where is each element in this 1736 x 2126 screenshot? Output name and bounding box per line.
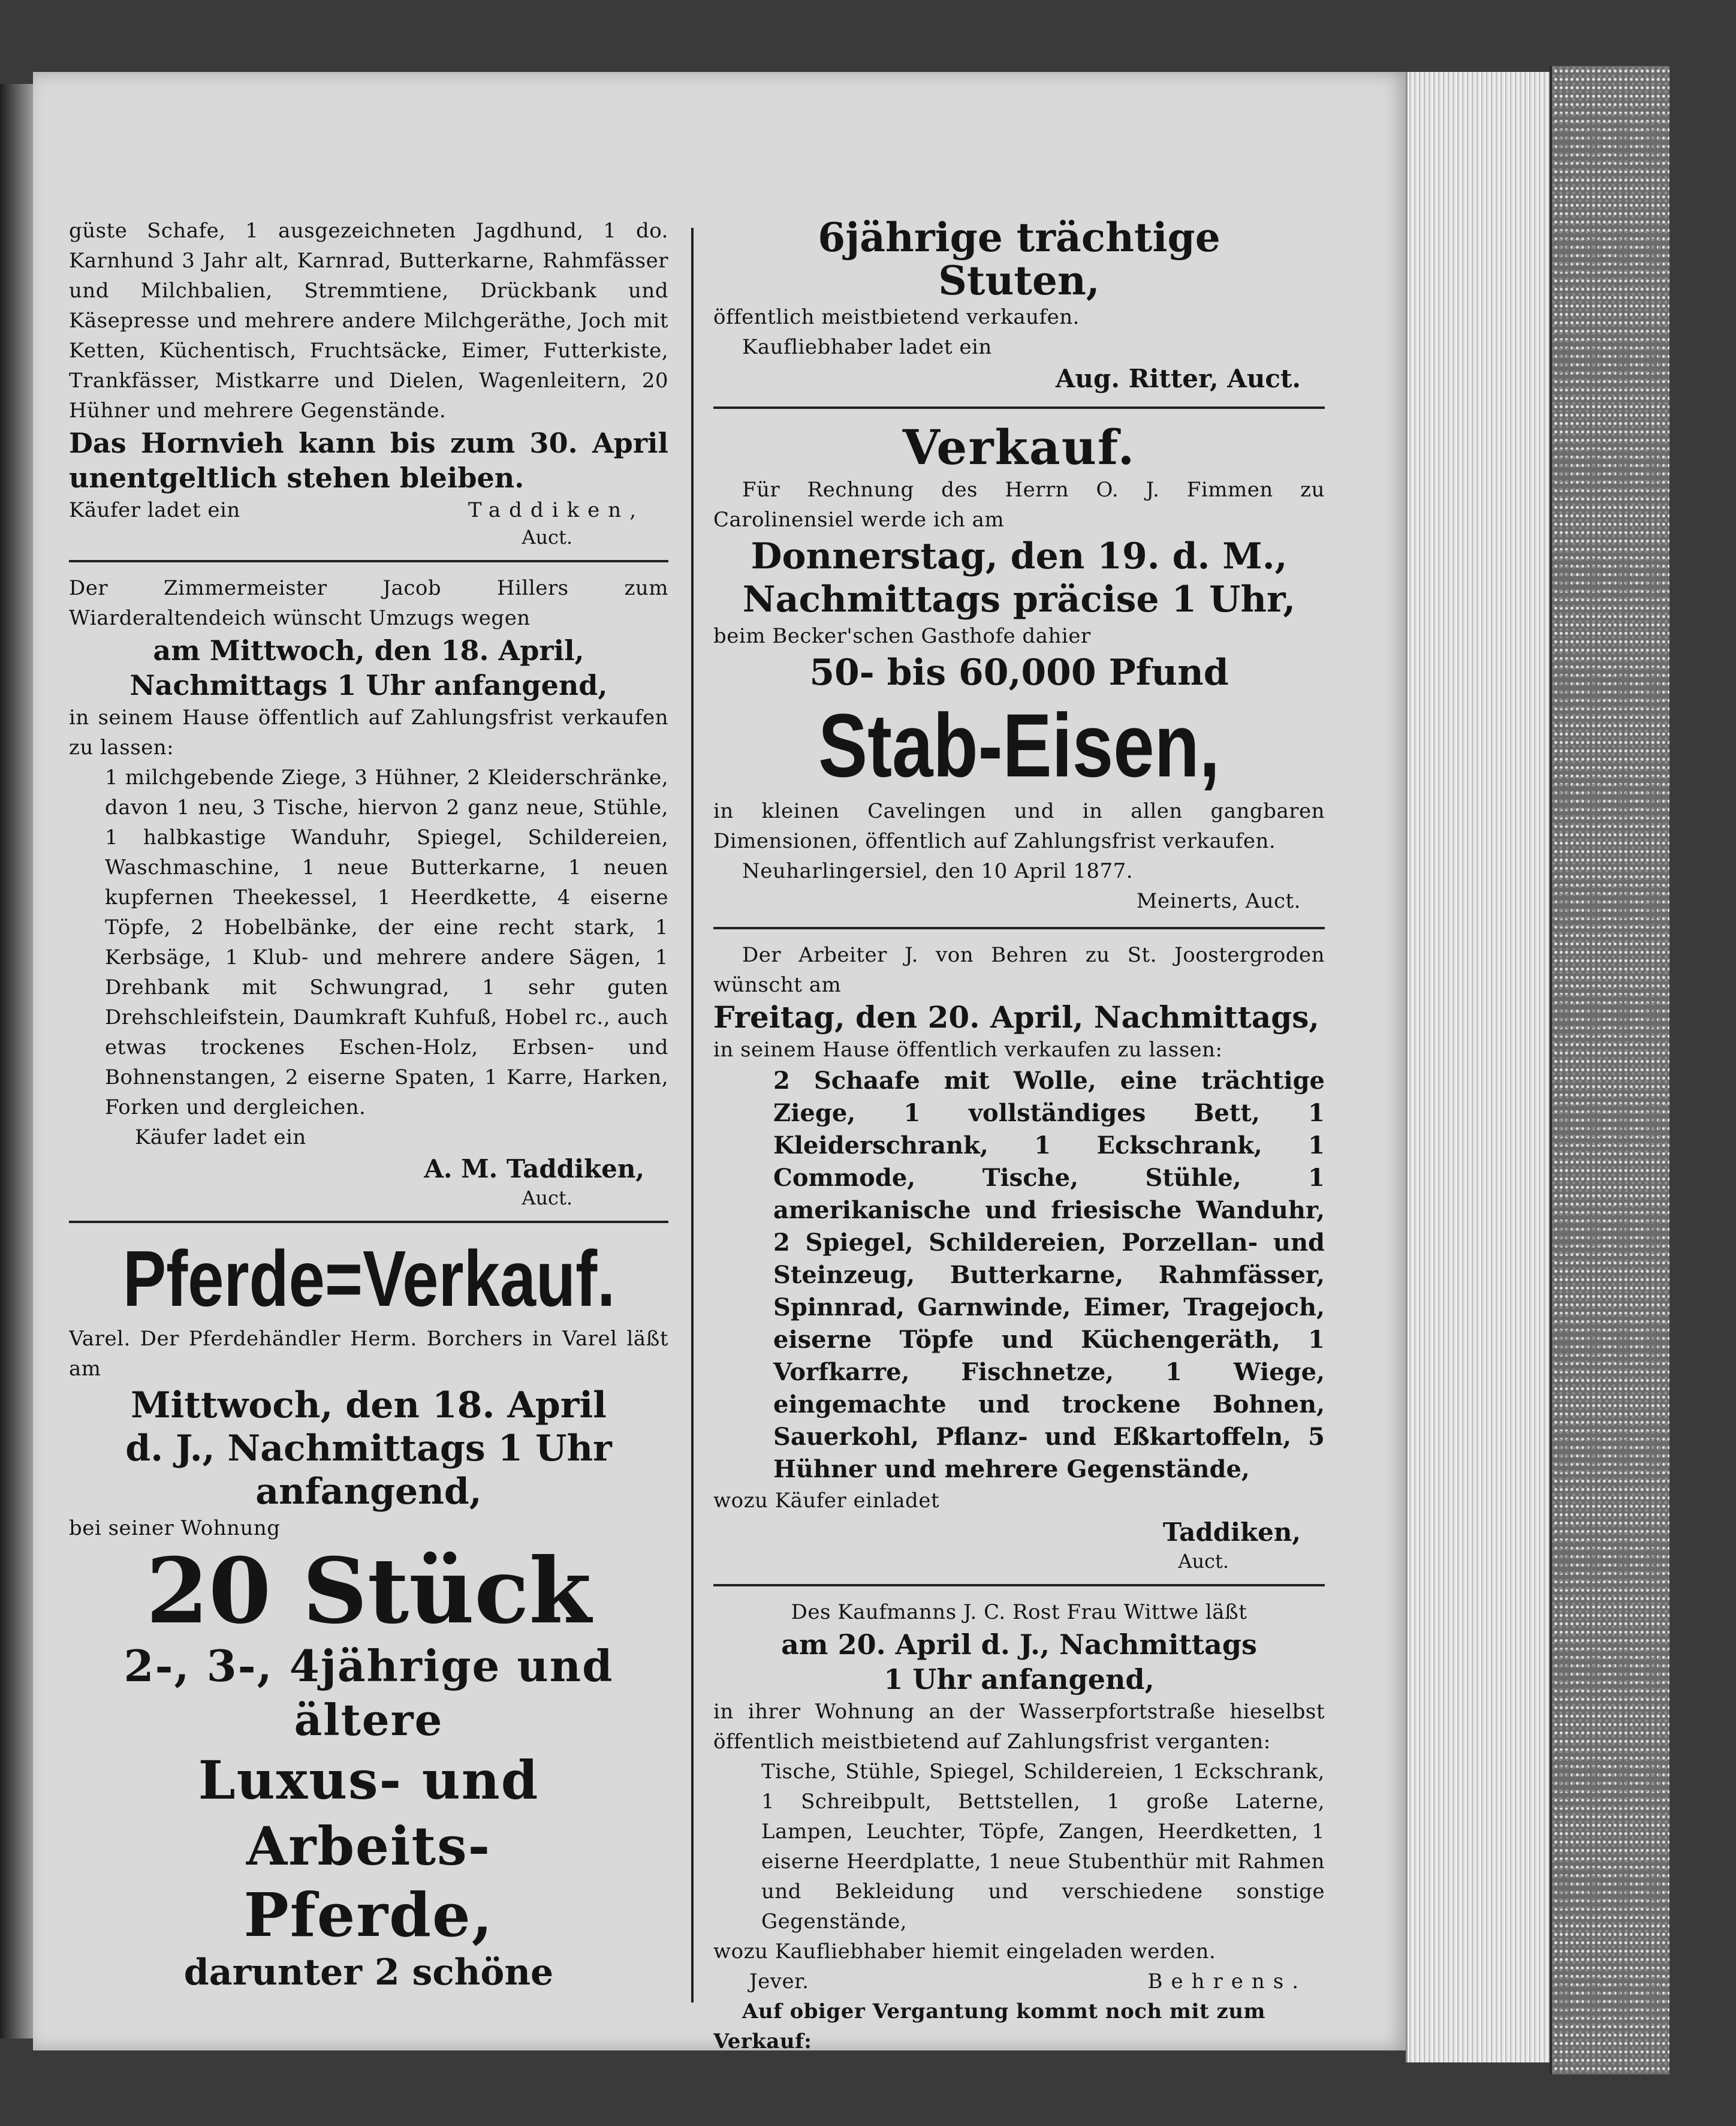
signature: Taddiken, <box>468 498 644 522</box>
book-left-edge <box>0 84 33 2038</box>
auct-label: Auct. <box>522 526 572 549</box>
ad-von-behren <box>713 940 1325 1573</box>
divider <box>713 406 1325 409</box>
signature: Taddiken, <box>1162 1517 1301 1547</box>
ad-intro: Der Arbeiter J. von Behren zu St. Joostergroden wünscht am <box>713 943 1325 997</box>
ad-count: 20 Stück <box>146 1538 592 1644</box>
ad-date-3: anfangend, <box>255 1471 482 1513</box>
ad-time: Nachmittags präcise 1 Uhr, <box>742 579 1296 621</box>
signature: Behrens. <box>1147 1970 1307 1993</box>
column-rule <box>691 228 694 2002</box>
ad-ages: 2-, 3-, 4jährige und <box>123 1640 614 1691</box>
ad-date-2: d. J., Nachmittags 1 Uhr <box>125 1428 612 1469</box>
signature: Aug. Ritter, Auct. <box>1055 364 1301 393</box>
ad-date: Donnerstag, den 19. d. M., <box>751 535 1288 577</box>
ad-time: 1 Uhr anfangend, <box>884 1663 1155 1696</box>
ad-horses: Pferde, <box>243 1880 494 1950</box>
ad-body: güste Schafe, 1 ausgezeichneten Jagdhund, 1 do. Karnhund 3 Jahr alt, Karnrad, Butterkarne, Rahmfässer und Milchbalien, Stremmtiene, Drückbank und Käsepresse und mehrere andere Milchgeräthe, Joch mit Ketten, Küchentisch, Fruchtsäcke, Eimer, Futterkiste, Trankfässer, Mistkarre und Dielen, Wagenleitern, 20 Hühner und mehrere Gegenstände. <box>69 219 668 423</box>
ad-place: Jever. <box>749 1970 809 1993</box>
signature: A. M. Taddiken, <box>424 1154 644 1184</box>
book-page-edges <box>1406 72 1551 2062</box>
right-column <box>713 72 1325 2050</box>
ad-amount: 50- bis 60,000 Pfund <box>809 652 1229 694</box>
ad-body: öffentlich meistbietend verkaufen. <box>713 305 1080 329</box>
ad-more: Auf obiger Vergantung kommt noch mit zum <box>742 1999 1265 2023</box>
ad-title: Pferde=Verkauf. <box>123 1234 616 1323</box>
ad-body: in ihrer Wohnung an der Wasserpfortstraße hieselbst öffentlich meistbietend auf Zahlungsfrist verganten: <box>713 1700 1325 1754</box>
background <box>1669 60 1736 2126</box>
ad-rost <box>713 1597 1325 2050</box>
ad-buyers: wozu Käufer einladet <box>713 1489 940 1513</box>
ad-date: am Mittwoch, den 18. April, <box>153 634 584 667</box>
ad-older: ältere <box>294 1694 444 1745</box>
ad-date: Freitag, den 20. April, Nachmittags, <box>713 999 1319 1035</box>
ad-date: am 20. April d. J., Nachmittags <box>781 1628 1257 1661</box>
ad-intro: Für Rechnung des Herrn O. J. Fimmen zu Carolinensiel werde ich am <box>713 478 1325 532</box>
ad-date: Mittwoch, den 18. April <box>131 1384 607 1426</box>
ad-location: bei seiner Wohnung <box>69 1516 281 1540</box>
divider <box>713 1584 1325 1586</box>
ad-more-2: Verkauf: <box>713 2029 812 2050</box>
ad-buyers: Käufer ladet ein <box>135 1125 306 1149</box>
ad-intro: Varel. Der Pferdehändler Herm. Borchers in Varel läßt am <box>69 1327 668 1381</box>
ad-headline-2: Stuten, <box>938 257 1100 304</box>
auct-label: Auct. <box>522 1187 572 1209</box>
book-cover <box>1550 66 1672 2074</box>
ad-product: Stab-Eisen, <box>818 695 1220 796</box>
ad-time: Nachmittags 1 Uhr anfangend, <box>129 669 608 701</box>
ad-place: beim Becker'schen Gasthofe dahier <box>713 624 1091 648</box>
ad-buyers <box>69 495 668 525</box>
ad-intro: Der Zimmermeister Jacob Hillers zum Wiarderaltendeich wünscht Umzugs wegen <box>69 576 668 630</box>
ad-items: 1 milchgebende Ziege, 3 Hühner, 2 Kleiderschränke, davon 1 neu, 3 Tische, hiervon 2 ganz neue, Stühle, 1 halbkastige Wanduhr, Spiegel, Schildereien, Waschmaschine, 1 neue Butterkarne, 1 neuen kupfernen Theekessel, 1 Heerdkette, 4 eiserne Töpfe, 2 Hobelbänke, der eine recht stark, 1 Kerbsäge, 1 Klub- und mehrere andere Sägen, 1 Drehbank mit Schwungrad, 1 sehr guten Drehschleifstein, Daumkraft Kuhfuß, Hobel rc., auch etwas trockenes Eschen-Holz, Erbsen- und Bohnenstangen, 2 eiserne Spaten, 1 Karre, Harken, Forken und dergleichen. <box>105 766 668 1119</box>
ad-note: Das Hornvieh kann bis zum 30. April unentgeltlich stehen bleiben. <box>69 427 668 494</box>
ad-body: in seinem Hause öffentlich verkaufen zu lassen: <box>713 1038 1223 1062</box>
signature: Meinerts, Auct. <box>1136 889 1301 913</box>
ad-among: darunter 2 schöne <box>183 1952 554 1993</box>
ad-buyers: Kaufliebhaber ladet ein <box>742 335 992 359</box>
left-column <box>69 72 668 1994</box>
newspaper-page <box>33 72 1406 2050</box>
ad-place-line <box>713 1967 1325 1996</box>
ad-buyers: wozu Kaufliebhaber hiemit eingeladen werden. <box>713 1940 1216 1964</box>
ad-dateline: Neuharlingersiel, den 10 April 1877. <box>742 859 1134 883</box>
buyers-line: Käufer ladet ein <box>69 498 240 522</box>
ad-items: Tische, Stühle, Spiegel, Schildereien, 1 Eckschrank, 1 Schreibpult, Bettstellen, 1 große Laterne, Lampen, Leuchter, Töpfe, Zangen, Heerdketten, 1 eiserne Heerdplatte, 1 neue Stubenthür mit Rahmen und Bekleidung und verschiedene sonstige Gegenstände, <box>761 1760 1325 1934</box>
ad-items: 2 Schaafe mit Wolle, eine trächtige Ziege, 1 vollständiges Bett, 1 Kleiderschrank, 1 Eckschrank, 1 Commode, Tische, Stühle, 1 amerikanische und friesische Wanduhr, 2 Spiegel, Schildereien, Porzellan- und Steinzeug, Butterkarne, Rahmfässer, Spinnrad, Garnwinde, Eimer, Tragejoch, eiserne Töpfe und Küchengeräth, 1 Vorfkarre, Fischnetze, 1 Wiege, eingemachte und trockene Bohnen, Sauerkohl, Pflanz- und Eßkartoffeln, 5 Hühner und mehrere Gegenstände, <box>773 1067 1325 1483</box>
divider <box>69 1221 668 1223</box>
ad-headline: 6jährige trächtige <box>818 214 1220 261</box>
ad-kind: Luxus- und Arbeits- <box>198 1749 540 1877</box>
ad-pferde-verkauf <box>69 1234 668 1994</box>
ad-taddiken-1 <box>69 216 668 549</box>
ad-title: Verkauf. <box>902 419 1136 475</box>
divider <box>69 560 668 562</box>
ad-body: in seinem Hause öffentlich auf Zahlungsfrist verkaufen zu lassen: <box>69 706 668 760</box>
ad-ritter <box>713 216 1325 396</box>
ad-hillers <box>69 573 668 1210</box>
auct-label: Auct. <box>1178 1550 1229 1573</box>
divider <box>713 927 1325 929</box>
ad-intro: Des Kaufmanns J. C. Rost Frau Wittwe läßt <box>791 1600 1247 1624</box>
ad-body: in kleinen Cavelingen und in allen gangbaren Dimensionen, öffentlich auf Zahlungsfrist verkaufen. <box>713 799 1325 853</box>
ad-verkauf-meinerts <box>713 420 1325 916</box>
